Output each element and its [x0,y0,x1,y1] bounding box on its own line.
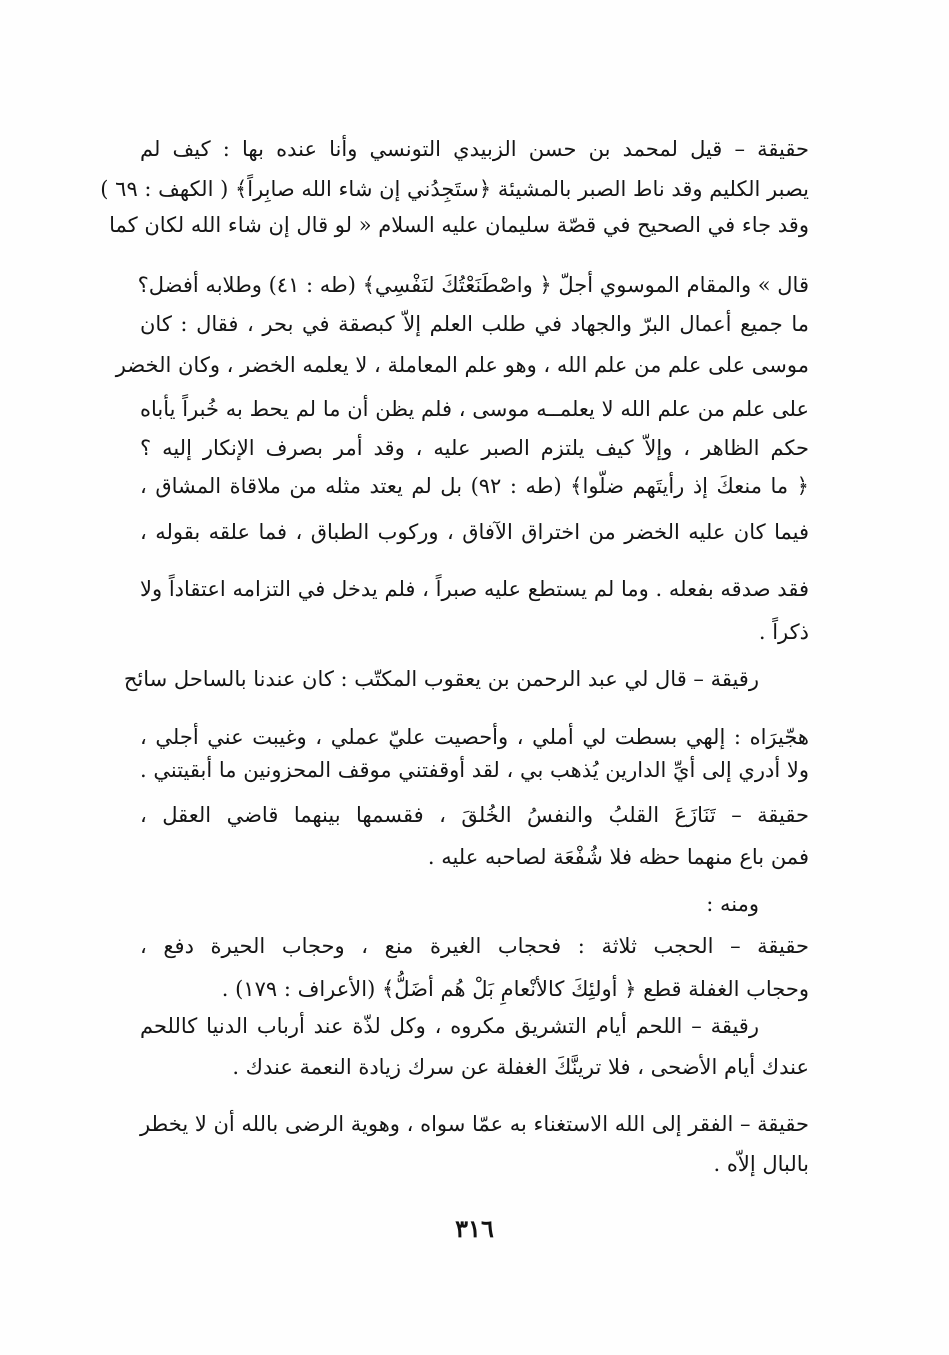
text-line: ما جميع أعمال البرّ والجهاد في طلب العلم إلاّ كبصقة في بحر ، فقال : كان [140,312,809,336]
text-line: حقيقة – تَنَازَعَ القلبُ والنفسُ الخُلقَ ، فقسمها بينهما قاضي العقل ، [140,803,809,827]
text-line: على علم من علم الله لا يعلمــه موسى ، فلم يظن أن ما لم يحط به خُبراً يأباه [140,397,809,421]
text-line: ذكراً . [758,620,809,644]
text-line: ﴿ ما منعكَ إذ رأيتَهم ضلّوا﴾ (طه : ٩٢) بل لم يعتد مثله من ملاقاة المشاق ، [140,474,809,498]
text-line: ومنه : [706,892,759,916]
page-number: ٣١٦ [455,1214,494,1243]
text-line: موسى على علم من علم الله ، وهو علم المعاملة ، لا يعلمه الخضر ، وكان الخضر [115,353,809,377]
text-line: بالبال إلاّه . [713,1152,809,1176]
text-line: فقد صدقه بفعله . وما لم يستطع عليه صبراً ، فلم يدخل في التزامه اعتقاداً ولا [140,577,809,601]
text-line: رقيقة – قال لي عبد الرحمن بن يعقوب المكتّب : كان عندنا بالساحل سائح [123,667,759,691]
text-line: وقد جاء في الصحيح في قصّة سليمان عليه السلام « لو قال إن شاء الله لكان كما [109,213,809,237]
text-line: حقيقة – الحجب ثلاثة : فحجاب الغيرة منع ، وحجاب الحيرة دفع ، [140,934,809,958]
text-line: حقيقة – الفقر إلى الله الاستغناء به عمّا سواه ، وهوية الرضى بالله أن لا يخطر [139,1112,809,1136]
text-line: هجّيرَاه : إلهي بسطت لي أملي ، وأحصيت عليّ عملي ، وغيبت عني أجلي ، [140,725,809,749]
text-line: يصبر الكليم وقد ناط الصبر بالمشيئة ﴿ستَجِدُني إن شاء الله صابِراً﴾ ( الكهف : ٦٩ ) [100,177,809,201]
text-line: ولا أدري إلى أيِّ الدارين يُذهب بي ، لقد أوقفتني موقف المحزونين ما أبقيتني . [140,758,809,782]
text-line: حكم الظاهر ، وإلاّ كيف يلتزم الصبر عليه ، وقد أمر بصرف الإنكار إليه ؟ [140,436,809,460]
text-line: فيما كان عليه الخضر من اختراق الآفاق ، وركوب الطباق ، فما علقه بقوله ، [140,520,809,544]
text-line: عندك أيام الأضحى ، فلا ترينَّكَ الغفلة عن سرك زيادة النعمة عندك . [232,1055,809,1079]
text-line: فمن باع منهما حظه فلا شُفْعَة لصاحبه عليه . [427,845,809,869]
text-line: وحجاب الغفلة قطع ﴿ أولئِكَ كالأنْعامِ بَلْ هُم أضَلُّ﴾ (الأعراف : ١٧٩) . [221,977,809,1001]
text-line: حقيقة – قيل لمحمد بن حسن الزبيدي التونسي وأنا عنده بها : كيف لم [140,137,809,161]
text-line: قال » والمقام الموسوي أجلّ ﴿ واصْطَنَعْتُكَ لنَفْسِي﴾ (طه : ٤١) وطلابه أفضل؟ [137,273,809,297]
text-line: رقيقة – اللحم أيام التشريق مكروه ، وكل لذّة عند أرباب الدنيا كاللحم [140,1014,759,1038]
